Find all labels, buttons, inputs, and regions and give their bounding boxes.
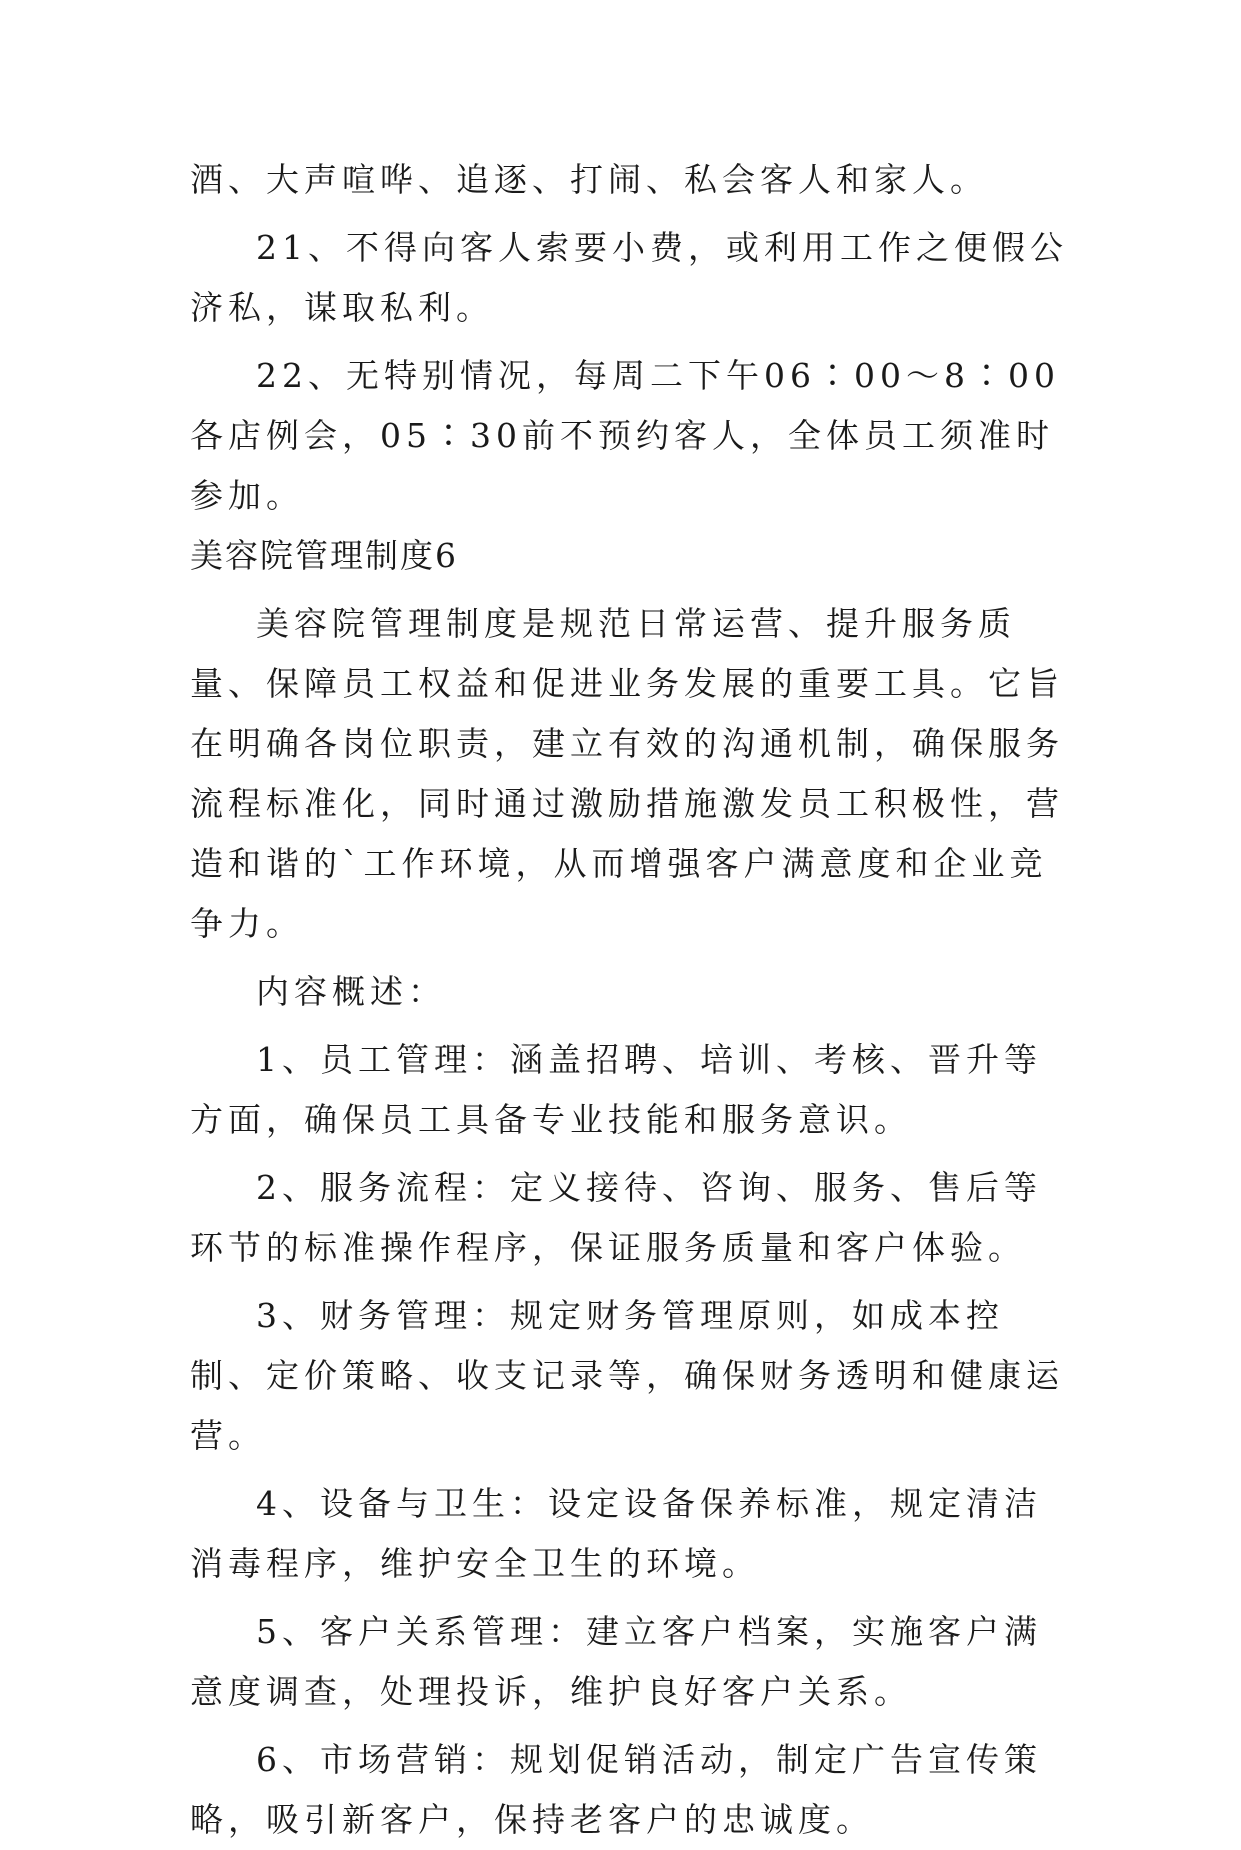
document-body [190, 150, 1070, 1850]
list-item-staff-management: 1、员工管理：涵盖招聘、培训、考核、晋升等方面，确保员工具备专业技能和服务意识。 [190, 1040, 1042, 1139]
section-heading: 美容院管理制度6 [190, 536, 458, 575]
list-item-finance-management: 3、财务管理：规定财务管理原则，如成本控制、定价策略、收支记录等，确保财务透明和健康运营。 [190, 1296, 1064, 1455]
paragraph-continued-rule-20: 酒、大声喧哗、追逐、打闹、私会客人和家人。 [190, 160, 988, 199]
paragraph-rule-21: 21、不得向客人索要小费，或利用工作之便假公济私，谋取私利。 [190, 228, 1068, 327]
summary-label: 内容概述： [256, 972, 446, 1011]
list-item-equipment-hygiene: 4、设备与卫生：设定设备保养标准，规定清洁消毒程序，维护安全卫生的环境。 [190, 1484, 1042, 1583]
list-item-service-process: 2、服务流程：定义接待、咨询、服务、售后等环节的标准操作程序，保证服务质量和客户体验。 [190, 1168, 1042, 1267]
list-item-marketing: 6、市场营销：规划促销活动，制定广告宣传策略，吸引新客户，保持老客户的忠诚度。 [190, 1740, 1042, 1839]
list-item-customer-relations: 5、客户关系管理：建立客户档案，实施客户满意度调查，处理投诉，维护良好客户关系。 [190, 1612, 1042, 1711]
paragraph-rule-22: 22、无特别情况，每周二下午06∶00～8∶00各店例会，05∶30前不预约客人，全体员工须准时参加。 [190, 356, 1060, 515]
intro-paragraph: 美容院管理制度是规范日常运营、提升服务质量、保障员工权益和促进业务发展的重要工具。它旨在明确各岗位职责，建立有效的沟通机制，确保服务流程标准化，同时通过激励措施激发员工积极性，营造和谐的`工作环境，从而增强客户满意度和企业竞争力。 [190, 604, 1064, 943]
